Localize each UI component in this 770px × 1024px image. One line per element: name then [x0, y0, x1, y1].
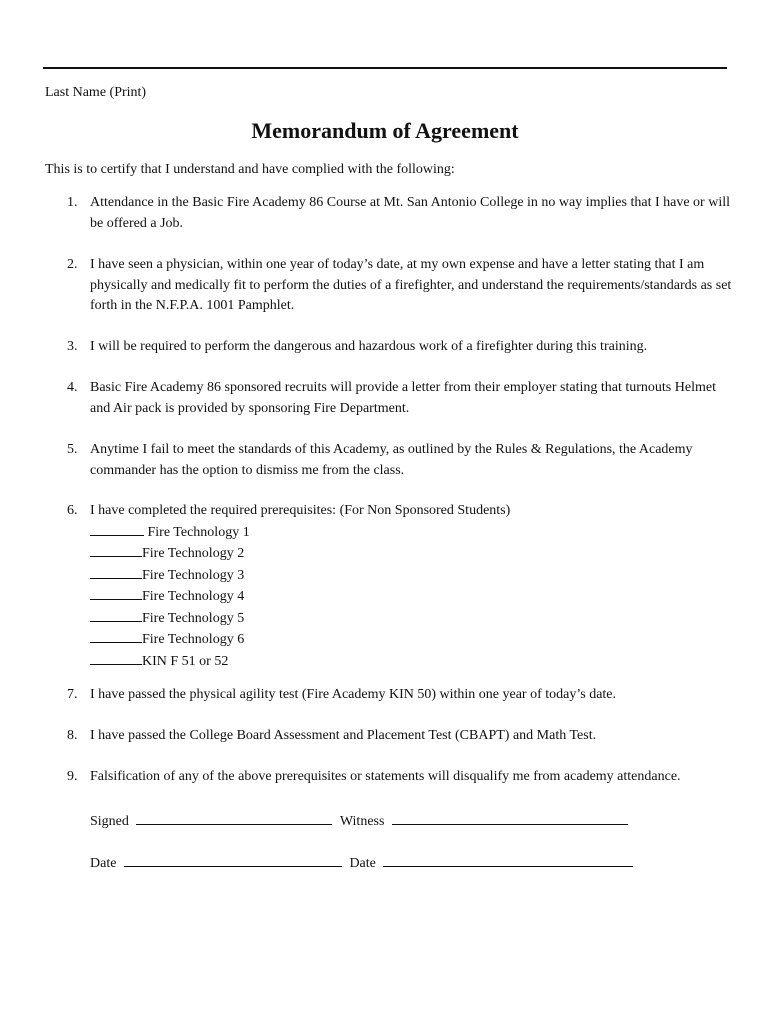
checkoff-blank[interactable]	[90, 586, 142, 600]
prereq-label: KIN F 51 or 52	[142, 653, 229, 669]
document-title: Memorandum of Agreement	[251, 118, 519, 143]
prereq-fire-tech-1	[90, 522, 735, 544]
item-number: 7.	[67, 687, 78, 702]
item-number: 3.	[67, 339, 78, 354]
prereq-fire-tech-3	[90, 565, 735, 587]
item-text	[90, 501, 735, 672]
item-text: I will be required to perform the dangerous and hazardous work of a firefighter during this training.	[90, 339, 648, 354]
item-number: 6.	[67, 503, 78, 518]
checkoff-blank[interactable]	[90, 565, 142, 579]
checkoff-blank[interactable]	[90, 651, 142, 665]
last-name-label: Last Name (Print)	[45, 85, 147, 100]
item-number: 5.	[67, 442, 78, 457]
prereq-fire-tech-2	[90, 543, 735, 565]
item-text: Falsification of any of the above prerequisites or statements will disqualify me from academy attendance.	[90, 769, 681, 784]
prereq-fire-tech-5	[90, 608, 735, 630]
prereq-fire-tech-6	[90, 629, 735, 651]
signed-date-field[interactable]	[124, 852, 342, 867]
prereq-kin-f51-52	[90, 651, 735, 673]
list-item	[45, 255, 735, 317]
list-item	[45, 685, 735, 706]
checkoff-blank[interactable]	[90, 522, 144, 536]
date-label: Date	[90, 856, 117, 871]
witness-date-label: Date	[349, 856, 376, 871]
signed-field[interactable]	[136, 810, 332, 825]
last-name-signature-line	[43, 67, 727, 69]
list-item	[45, 337, 735, 358]
signed-witness-row	[90, 810, 628, 831]
prereq-label: Fire Technology 1	[144, 524, 250, 540]
signed-label: Signed	[90, 814, 129, 829]
item-text: I have passed the physical agility test (Fire Academy KIN 50) within one year of today’s date.	[90, 687, 617, 702]
witness-label: Witness	[339, 814, 385, 829]
item-number: 9.	[67, 769, 78, 784]
list-item	[45, 378, 735, 419]
item-number: 4.	[67, 380, 78, 395]
prereq-fire-tech-4	[90, 586, 735, 608]
date-row	[90, 852, 633, 873]
item-text: I have passed the College Board Assessment and Placement Test (CBAPT) and Math Test.	[90, 728, 597, 743]
item-text: Basic Fire Academy 86 sponsored recruits will provide a letter from their employer stating that turnouts Helmet and Air pack is provided by sponsoring Fire Department.	[90, 380, 716, 416]
prereq-label: Fire Technology 3	[142, 567, 245, 583]
checkoff-blank[interactable]	[90, 543, 142, 557]
item-text: Attendance in the Basic Fire Academy 86 Course at Mt. San Antonio College in no way implies that I have or will be offered a Job.	[90, 195, 730, 231]
item-number: 1.	[67, 195, 78, 210]
item-number: 2.	[67, 257, 78, 272]
prereq-label: Fire Technology 6	[142, 632, 245, 647]
list-item	[45, 726, 735, 747]
checkoff-blank[interactable]	[90, 608, 142, 622]
witness-date-field[interactable]	[383, 852, 633, 867]
checkoff-blank[interactable]	[90, 629, 142, 643]
prerequisites-heading: I have completed the required prerequisites: (For Non Sponsored Students)	[90, 503, 511, 518]
witness-field[interactable]	[392, 810, 628, 825]
item-text: Anytime I fail to meet the standards of this Academy, as outlined by the Rules & Regulations, the Academy commander has the option to dismiss me from the class.	[90, 442, 693, 478]
item-text: I have seen a physician, within one year of today’s date, at my own expense and have a letter stating that I am physically and medically fit to perform the duties of a firefighter, and understand the requirements/standards as set forth in the N.F.P.A. 1001 Pamphlet.	[90, 257, 732, 313]
list-item	[45, 193, 735, 234]
prereq-label: Fire Technology 2	[142, 546, 245, 561]
intro-statement: This is to certify that I understand and have complied with the following:	[45, 162, 455, 177]
prereq-label: Fire Technology 5	[142, 610, 245, 626]
list-item	[45, 440, 735, 481]
list-item	[45, 501, 735, 672]
prereq-label: Fire Technology 4	[142, 589, 245, 604]
list-item	[45, 767, 735, 788]
item-number: 8.	[67, 728, 78, 743]
